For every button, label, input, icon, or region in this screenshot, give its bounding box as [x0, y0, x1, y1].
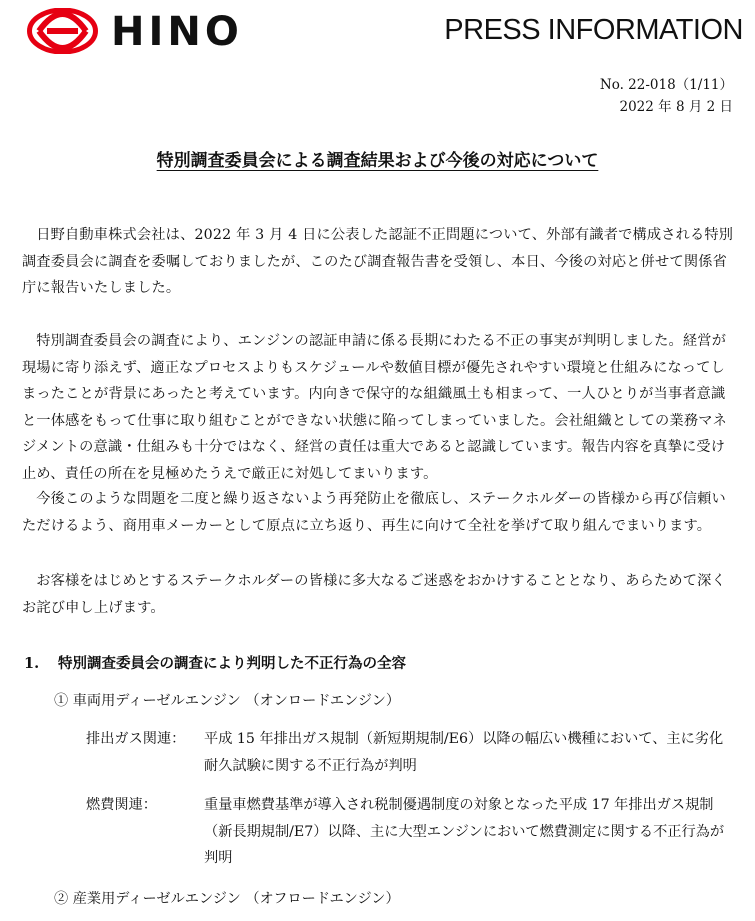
- logo-text: HINO: [111, 9, 243, 55]
- paragraph-intro: 日野自動車株式会社は、2022 年 3 月 4 日に公表した認証不正問題について、外部有識者で構成される特別調査委員会に調査を委嘱しておりましたが、このたび調査報告書を受領し、本日、今後の対応と併せて関係省庁に報告いたしました。: [22, 227, 734, 296]
- subsection-offroad: ② 産業用ディーゼルエンジン （オフロードエンジン）: [54, 891, 400, 907]
- release-date: 2022 年 8 月 2 日: [619, 99, 733, 115]
- hino-emblem-icon: [27, 8, 98, 54]
- hino-logo: [27, 8, 297, 54]
- paragraph-apology: お客様をはじめとするステークホルダーの皆様に多大なるご迷惑をおかけすることとなり、あらためて深くお詫び申し上げます。: [22, 573, 726, 616]
- finding-text: 重量車燃費基準が導入され税制優遇制度の対象となった平成 17 年排出ガス規制（新長期規制/E7）以降、主に大型エンジンにおいて燃費測定に関する不正行為が判明: [204, 797, 725, 866]
- finding-label: 排出ガス関連：: [86, 731, 186, 747]
- finding-text: 平成 15 年排出ガス規制（新短期規制/E6）以降の幅広い機種において、主に劣化耐久試験に関する不正行為が判明: [204, 731, 724, 774]
- page-header: [0, 0, 755, 70]
- section-heading: [24, 652, 406, 673]
- paragraph-findings: 特別調査委員会の調査により、エンジンの認証申請に係る長期にわたる不正の事実が判明しました。経営が現場に寄り添えず、適正なプロセスよりもスケジュールや数値目標が優先されやすい環境と仕組みになってしまったことが背景にあったと考えています。内向きで保守的な組織風土も相まって、一人ひとりが当事者意識と一体感をもって仕事に取り組むことができない状態に陥ってしまっていました。会社組織としての業務マネジメントの意識・仕組みも十分ではなく、経営の責任は重大であると認識しています。報告内容を真摯に受け止め、責任の所在を見極めたうえで厳正に対処してまいります。: [22, 333, 727, 482]
- page-title: 特別調査委員会による調査結果および今後の対応について: [156, 151, 599, 171]
- section-number: 1.: [24, 655, 40, 672]
- page-title-wrap: [0, 146, 755, 171]
- press-information-label: PRESS INFORMATION: [444, 14, 743, 46]
- section-title: 特別調査委員会の調査により判明した不正行為の全容: [58, 655, 406, 672]
- paragraph-prevention: 今後このような問題を二度と繰り返さないよう再発防止を徹底し、ステークホルダーの皆様から再び信頼いただけるよう、商用車メーカーとして原点に立ち返り、再生に向けて全社を挙げて取り組んでまいります。: [22, 491, 726, 534]
- finding-label: 燃費関連：: [86, 797, 157, 813]
- document-meta: [600, 74, 733, 118]
- release-number: No. 22-018（1/11）: [599, 77, 733, 93]
- subsection-onroad: ① 車両用ディーゼルエンジン （オンロードエンジン）: [54, 693, 401, 709]
